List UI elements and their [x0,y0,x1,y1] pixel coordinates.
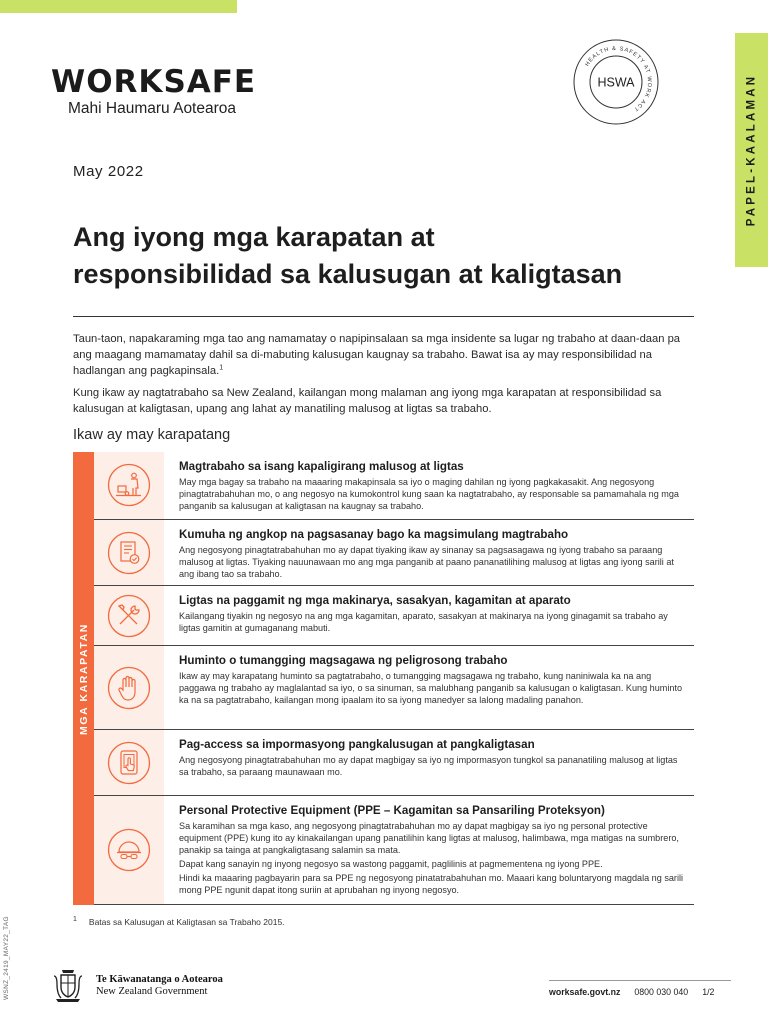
top-accent-bar [0,0,237,13]
nz-coat-of-arms-icon [50,964,86,1004]
right-title: Personal Protective Equipment (PPE – Kagamitan sa Pansariling Proteksyon) [179,804,605,817]
right-row [94,452,694,520]
svg-text:HSWA: HSWA [597,75,635,90]
tools-icon [107,594,151,638]
worker-safe-environment-icon [107,463,151,507]
training-checklist-icon [107,531,151,575]
right-text [179,653,687,706]
right-row [94,730,694,796]
intro-paragraph-2: Kung ikaw ay nagtatrabaho sa New Zealand, kailangan mong malaman ang iyong mga karapatan at responsibilidad sa kalusugan at kaligtasan, upang ang lahat ay manatiling malusog at ligtas sa trabaho. [73,387,662,415]
tablet-touch-icon [107,741,151,785]
right-row [94,646,694,730]
svg-text:HEALTH & SAFETY AT WORK ACT: HEALTH & SAFETY AT WORK ACT [584,45,653,113]
right-row [94,520,694,586]
right-text [179,737,687,778]
website-link[interactable]: worksafe.govt.nz [549,987,621,997]
right-body: Ang negosyong pinagtatrabahuhan mo ay dapat tiyaking ikaw ay sinanay sa pagsasagawa ng iyong trabaho sa paraang malusog at ligtas. Tiyaking nauunawaan mo ang mga panganib at paano pananatilihing malusog at ligtas ang iyong sarili at ang ibang tao sa trabaho. [179,545,674,580]
right-text [179,527,687,580]
right-text [179,803,687,897]
rights-side-label: MGA KARAPATAN [77,622,90,735]
footer-divider [549,980,731,981]
right-text [179,459,687,512]
section-heading: Ikaw ay may karapatang [73,427,231,443]
footnote [73,916,285,927]
intro-paragraph-1: Taun-taon, napakaraming mga tao ang namamatay o napipinsalaan sa mga insidente sa lugar ng trabaho at daan-daan pa ang maagang mamamatay dahil sa di-mabuting kalusugan kaugnay sa trabaho. Bawat isa ay may responsibilidad na hadlangan ang pagkapinsala.$^1$ [73,333,681,377]
hswa-seal-icon [572,38,660,126]
publication-date: May 2022 [73,163,144,180]
page-title [73,219,713,293]
page-number: 1/2 [702,987,715,997]
gov-name-maori: Te Kāwanatanga o Aotearoa [96,974,223,985]
gov-name-english: New Zealand Government [96,986,208,997]
right-title: Magtrabaho sa isang kapaligirang malusog at ligtas [179,460,464,473]
footnote-text: Batas sa Kalusugan at Kaligtasan sa Trabaho 2015. [88,916,285,927]
logo-subtitle: Mahi Haumaru Aotearoa [68,100,237,117]
footer-contact [549,987,714,997]
rights-table [73,452,694,905]
intro-text [73,331,698,423]
document-code: WSNZ_2419_MAY22_TAG [3,916,10,1000]
phone-number[interactable]: 0800 030 040 [634,987,689,997]
footnote-ref[interactable]: 1 [219,364,224,372]
right-title: Ligtas na paggamit ng mga makinarya, sasakyan, kagamitan at aparato [179,594,571,607]
title-line-1: Ang iyong mga karapatan at [73,222,435,252]
stop-hand-icon [107,666,151,710]
right-row [94,796,694,905]
right-body: Sa karamihan sa mga kaso, ang negosyong pinagtatrabahuhan mo ay dapat magbigay sa iyo ng personal protective equipment (PPE) kung ito ay kinakailangan upang panatilihin kang ligtas at malusog, halimbawa, mga matigas na sumbrero, panakip sa tainga at pangkaligtasang salamin sa mata. Dapat kang sanayin ng inyong negosyo sa wastong paggamit, paglilinis at pagmementena ng iyong PPE. Hindi ka maaaring pagbayarin para sa PPE ng negosyong pinatatrabahuhan mo. Maaari kang boluntaryong magdala ng sarili mong PPE ngunit dapat itong suriin at aprubahan ng inyong negosyo. [179,821,684,896]
rights-side-bar [73,452,94,905]
right-row [94,586,694,646]
right-title: Huminto o tumangging magsagawa ng peligrosong trabaho [179,654,508,667]
side-tab-label: PAPEL-KAALAMAN [745,73,758,227]
side-tab-papel-kaalaman [735,33,768,267]
right-text [179,593,687,634]
title-divider [73,316,694,317]
nz-government-logo[interactable] [96,974,223,998]
right-body: Kailangang tiyakin ng negosyo na ang mga kagamitan, aparato, sasakyan at makinarya na iyong ginagamit sa trabaho ay ligtas gamitin at gumaganang mabuti. [179,611,668,634]
worksafe-logo[interactable] [51,66,256,118]
logo-wordmark: WORKSAFE [51,64,257,100]
right-title: Kumuha ng angkop na pagsasanay bago ka magsimulang magtrabaho [179,528,569,541]
ppe-gear-icon [107,828,151,872]
footnote-mark: 1 [73,916,77,923]
right-title: Pag-access sa impormasyong pangkalusugan at pangkaligtasan [179,738,535,751]
right-body: May mga bagay sa trabaho na maaaring makapinsala sa iyo o maging dahilan ng iyong pagkakasakit. Ang negosyong pinagtatrabahuhan mo, o ang negosyo na kumokontrol kung saan ka nagtatrabaho, ay responsable sa pamamahala ng mga panganib sa kalusugan at kaligtasan na kaugnay sa trabaho. [179,477,679,512]
right-body: Ang negosyong pinagtatrabahuhan mo ay dapat magbigay sa iyo ng impormasyon tungkol sa pananatiling malusog at ligtas sa trabaho, sa paraang maunawaan mo. [179,755,678,778]
title-line-2: responsibilidad sa kalusugan at kaligtasan [73,259,623,289]
right-body: Ikaw ay may karapatang huminto sa pagtatrabaho, o tumangging magsagawa ng trabaho, kung naniniwala ka na ang paggawa ng trabaho ay maglalantad sa iyo, o sa sinuman, sa malubhang panganib sa kalusugan o kaligtasan. Kung huminto ka na sa pagtatrabaho, kailangan mong ipaalam ito sa iyong manedyer sa lalong madaling panahon. [179,671,683,706]
